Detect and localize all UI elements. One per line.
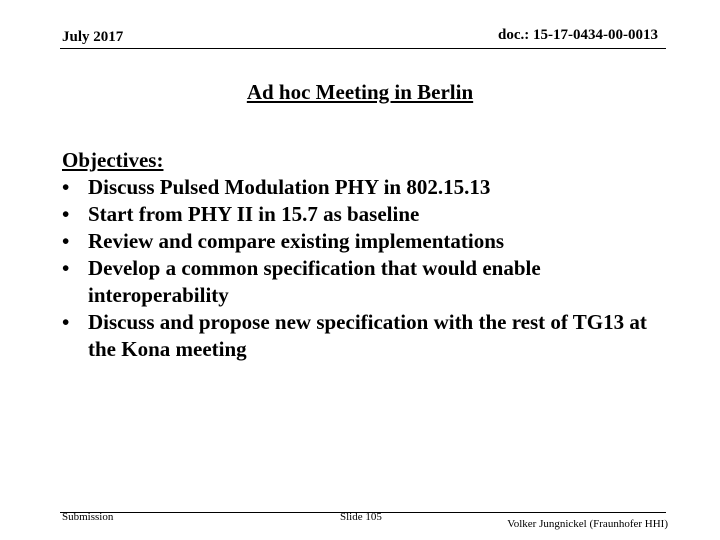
bullet-icon: • xyxy=(62,256,70,280)
header-date: July 2017 xyxy=(62,29,124,45)
list-item-text: Discuss and propose new specification with the rest of TG13 at the Kona meeting xyxy=(88,310,647,361)
objectives-heading: Objectives: xyxy=(62,148,164,172)
list-item xyxy=(62,309,662,363)
footer-submission: Submission xyxy=(62,511,114,523)
slide-body xyxy=(62,147,662,363)
list-item xyxy=(62,174,662,201)
list-item-text: Review and compare existing implementations xyxy=(88,229,505,253)
list-item-text: Start from PHY II in 15.7 as baseline xyxy=(88,202,420,226)
bullet-icon: • xyxy=(62,310,70,334)
header-doc-id: doc.: 15-17-0434-00-0013 xyxy=(498,27,658,43)
bullet-icon: • xyxy=(62,175,70,199)
header-divider xyxy=(60,48,666,49)
list-item xyxy=(62,255,662,309)
list-item-text: Discuss Pulsed Modulation PHY in 802.15.13 xyxy=(88,175,491,199)
footer-author: Volker Jungnickel (Fraunhofer HHI) xyxy=(507,518,668,530)
list-item xyxy=(62,201,662,228)
bullet-icon: • xyxy=(62,229,70,253)
footer-slide-number: Slide 105 xyxy=(340,511,382,523)
list-item-text: Develop a common specification that would enable interoperability xyxy=(88,256,541,307)
slide-title: Ad hoc Meeting in Berlin xyxy=(246,80,474,104)
objectives-list xyxy=(62,174,662,363)
bullet-icon: • xyxy=(62,202,70,226)
list-item xyxy=(62,228,662,255)
